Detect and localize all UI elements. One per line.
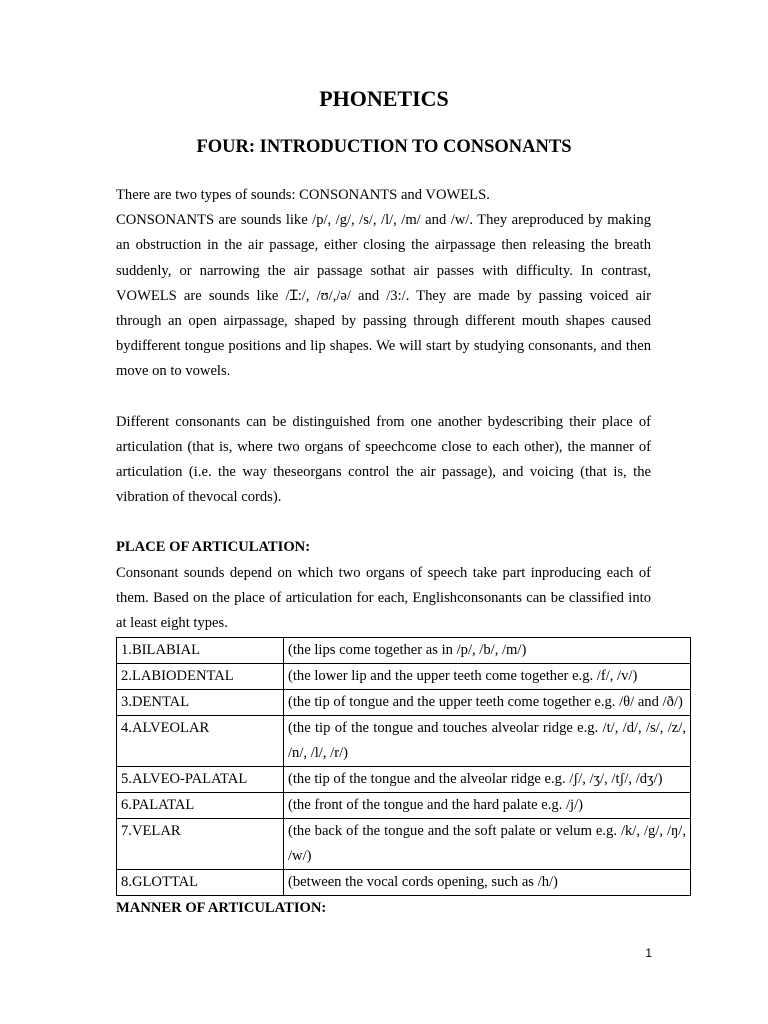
table-row [117,664,691,690]
places-of-articulation-table [116,637,691,896]
page-number: 1 [645,946,652,960]
place-description: (between the vocal cords opening, such as /h/) [284,870,691,896]
place-term: 4.ALVEOLAR [117,716,284,767]
place-description: (the back of the tongue and the soft palate or velum e.g. /k/, /g/, /ŋ/, /w/) [284,819,691,870]
body-text [116,183,686,921]
place-description: (the lips come together as in /p/, /b/, /m/) [284,638,691,664]
table-row [117,690,691,716]
table-row [117,793,691,819]
table-row [117,716,691,767]
paragraph-gap [116,510,651,535]
paragraph-consonants-vowels: CONSONANTS are sounds like /p/, /g/, /s/, /l/, /m/ and /w/. They areproduced by making an obstruction in the air passage, either closing the airpassage then releasing the breath suddenly, or narrowing the air passage sothat air passes with difficulty. In contrast, VOWELS are sounds like /Ɪ:/, /ʊ/,/ə/ and /3:/. They are made by passing voiced air through an open airpassage, shaped by passing through different mouth shapes caused bydifferent tongue positions and lip shapes. We will start by studying consonants, and then move on to vowels. [116,212,651,380]
place-term: 8.GLOTTAL [117,870,284,896]
place-description: (the tip of the tongue and the alveolar ridge e.g. /ʃ/, /ʒ/, /tʃ/, /dʒ/) [284,767,691,793]
paragraph-gap [116,385,651,410]
place-description: (the tip of the tongue and touches alveolar ridge e.g. /t/, /d/, /s/, /z/, /n/, /l/, /r/) [284,716,691,767]
intro-line: There are two types of sounds: CONSONANTS and VOWELS. [116,187,490,203]
place-description: (the tip of tongue and the upper teeth come together e.g. /θ/ and /ð/) [284,690,691,716]
place-term: 6.PALATAL [117,793,284,819]
paragraph-distinguishing: Different consonants can be distinguished from one another bydescribing their place of articulation (that is, where two organs of speechcome close to each other), the manner of articulation (i.e. the way theseorgans control the air passage), and voicing (that is, the vibration of thevocal cords). [116,413,651,506]
place-term: 3.DENTAL [117,690,284,716]
section-heading-place: PLACE OF ARTICULATION: [116,539,311,556]
place-term: 7.VELAR [117,819,284,870]
table-row [117,870,691,896]
place-term: 5.ALVEO-PALATAL [117,767,284,793]
place-description: (the front of the tongue and the hard palate e.g. /j/) [284,793,691,819]
page-title: PHONETICS [319,86,449,111]
table-row [117,819,691,870]
table-row [117,638,691,664]
table-row [117,767,691,793]
section-heading-manner: MANNER OF ARTICULATION: [116,900,327,917]
place-term: 2.LABIODENTAL [117,664,284,690]
place-term: 1.BILABIAL [117,638,284,664]
paragraph-place: Consonant sounds depend on which two organs of speech take part inproducing each of them. Based on the place of articulation for each, Englishconsonants can be classified into at least eight types. [116,564,651,632]
place-description: (the lower lip and the upper teeth come together e.g. /f/, /v/) [284,664,691,690]
chapter-title: FOUR: INTRODUCTION TO CONSONANTS [196,137,572,157]
